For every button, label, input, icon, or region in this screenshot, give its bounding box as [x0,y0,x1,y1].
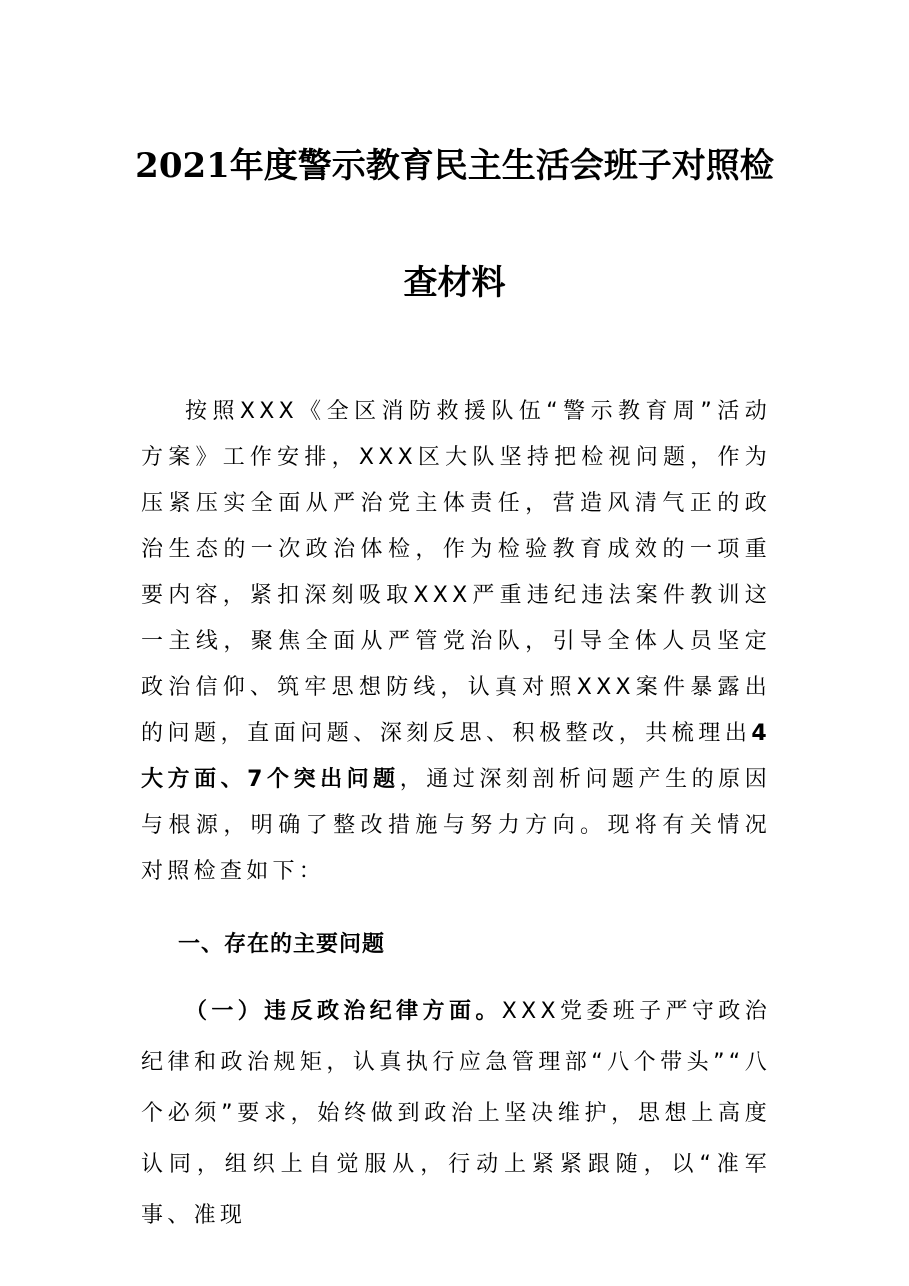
intro-text-part-1: 按照XXX《全区消防救援队伍“警示教育周”活动方案》工作安排，XXX区大队坚持把检视问题，作为压紧压实全面从严治党主体责任，营造风清气正的政治生态的一次政治体检，作为检验教育成效的一项重要内容，紧扣深刻吸取XXX严重违纪违法案件教训这一主线，聚焦全面从严管党治队，引导全体人员坚定政治信仰、筑牢思想防线，认真对照XXX案件暴露出的问题，直面问题、深刻反思、积极整改，共梳理出 [141,399,771,746]
intro-text-part-2: ，通过深刻剖析问题产生的原因与根源，明确了整改措施与努力方向。现将有关情况对照检查如下： [141,767,772,884]
document-body [141,389,771,1241]
document-title-line-2: 查材料 [403,263,506,303]
subsection-bold-lead: （一）违反政治纪律方面。 [185,999,502,1024]
intro-bold-summary: 4大方面、7个突出问题 [141,721,771,792]
document-title-line-1: 2021年度警示教育民主生活会班子对照检 [135,146,774,186]
section-heading-main-problems: 一、存在的主要问题 [178,932,386,957]
subsection-paragraph-political-discipline [141,986,771,1241]
subsection-text: XXX党委班子严守政治纪律和政治规矩，认真执行应急管理部“八个带头”“八个必须”要求，始终做到政治上坚决维护，思想上高度认同，组织上自觉服从，行动上紧紧跟随，以“准军事、准现 [141,999,771,1228]
intro-paragraph [141,389,771,895]
